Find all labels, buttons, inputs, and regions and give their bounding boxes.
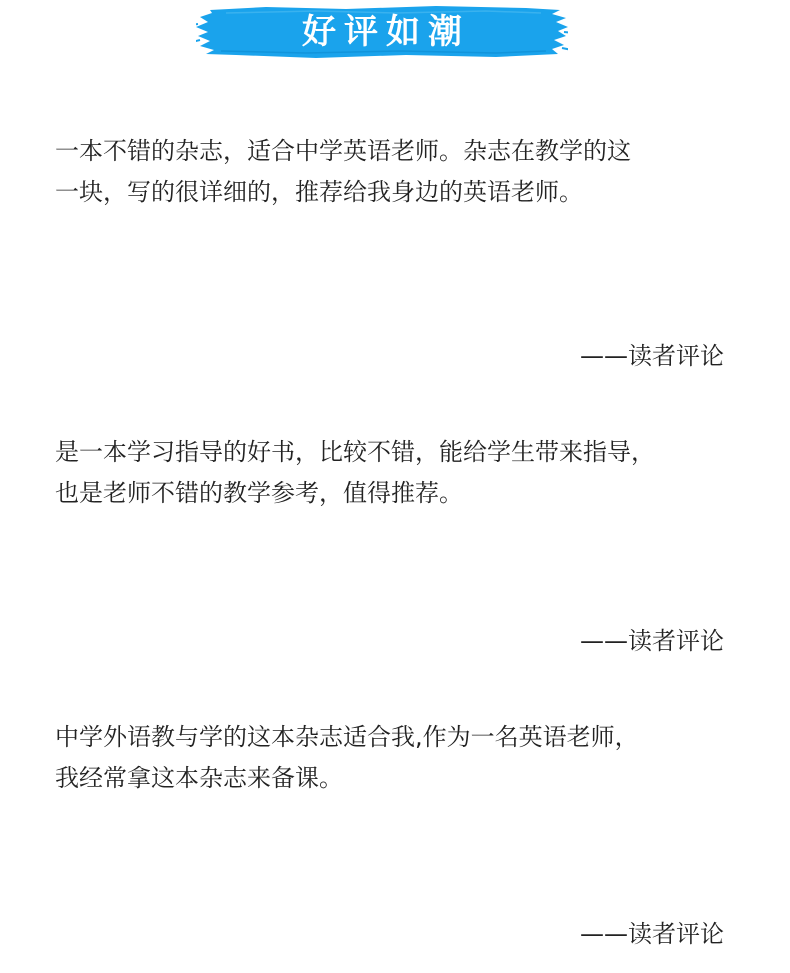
- review-1-line-1: 一本不错的杂志，适合中学英语老师。杂志在教学的这: [55, 137, 631, 165]
- review-3-line-1: 中学外语教与学的这本杂志适合我,作为一名英语老师，: [55, 723, 639, 751]
- section-banner: [196, 4, 568, 60]
- review-1-text: [55, 131, 735, 213]
- page-title: 好评如潮: [302, 12, 470, 52]
- review-2-line-1: 是一本学习指导的好书，比较不错，能给学生带来指导，: [55, 438, 655, 466]
- review-1-line-2: 一块，写的很详细的，推荐给我身边的英语老师。: [55, 178, 583, 206]
- review-2-line-2: 也是老师不错的教学参考，值得推荐。: [55, 479, 463, 507]
- review-2-text: [55, 432, 735, 514]
- review-3-line-2: 我经常拿这本杂志来备课。: [55, 764, 343, 792]
- review-3-attribution: ——读者评论: [580, 920, 724, 948]
- review-1-attribution: ——读者评论: [580, 342, 724, 370]
- review-2-attribution: ——读者评论: [580, 627, 724, 655]
- review-3-text: [55, 717, 735, 799]
